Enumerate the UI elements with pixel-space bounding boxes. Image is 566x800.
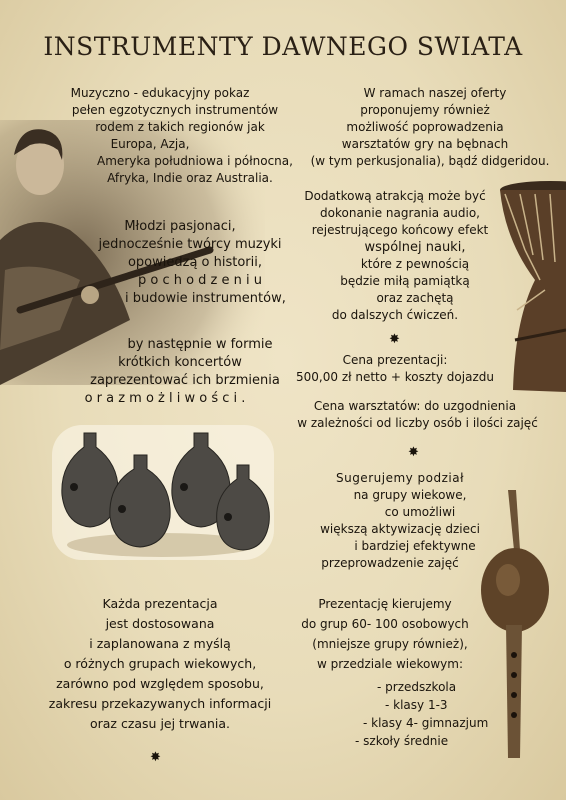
workshop-price-text xyxy=(290,398,560,432)
separator-star: ✸ xyxy=(408,445,419,460)
age-group-item: - klasy 1-3 xyxy=(385,698,448,712)
musicians-line: Młodzi pasjonaci, xyxy=(124,219,236,234)
groups-line: co umożliwi xyxy=(384,505,456,519)
adapted-line: jest dostosowana xyxy=(105,616,215,631)
concerts-line: o r a z m o ż l i w o ś c i . xyxy=(84,391,246,406)
intro-line: Afryka, Indie oraz Australia. xyxy=(107,171,273,185)
age-group-item: - przedszkola xyxy=(377,680,457,694)
recording-line: rejestrującego końcowy efekt xyxy=(311,223,489,237)
concerts-line: krótkich koncertów xyxy=(118,355,242,370)
workshop-line: (w tym perkusjonalia), bądź didgeridou. xyxy=(310,154,550,168)
audience-line: (mniejsze grupy również), xyxy=(312,637,468,651)
recording-line: wspólnej nauki, xyxy=(364,240,466,255)
age-groups-list xyxy=(355,678,495,750)
workshop-line: warsztatów gry na bębnach xyxy=(341,137,509,151)
adapted-line: zarówno pod względem sposobu, xyxy=(56,676,264,691)
intro-line: Muzyczno - edukacyjny pokaz xyxy=(70,86,250,100)
groups-line: Sugerujemy podział xyxy=(335,471,465,485)
audience-line: w przedziale wiekowym: xyxy=(316,657,464,671)
clay-jars-image xyxy=(52,425,274,560)
musicians-line: jednocześnie twórcy muzyki xyxy=(98,237,282,252)
recording-line: będzie miłą pamiątką xyxy=(340,274,470,288)
concerts-line: by następnie w formie xyxy=(127,337,273,352)
workshop-text xyxy=(300,85,550,170)
intro-line: rodem z takich regionów jak xyxy=(95,120,265,134)
intro-text xyxy=(55,85,295,187)
price-line: Cena prezentacji: xyxy=(342,353,448,367)
price-line: 500,00 zł netto + koszty dojazdu xyxy=(296,370,494,384)
workshop-price-line: Cena warsztatów: do uzgodnienia xyxy=(313,399,517,413)
groups-text xyxy=(290,470,490,572)
separator-star: ✸ xyxy=(389,332,400,347)
adapted-line: Każda prezentacja xyxy=(102,596,218,611)
workshop-price-line: w zależności od liczby osób i ilości zajęć xyxy=(297,416,538,430)
audience-line: Prezentację kierujemy xyxy=(318,597,452,611)
adapted-line: zakresu przekazywanych informacji xyxy=(48,696,272,711)
workshop-line: możliwość poprowadzenia xyxy=(346,120,504,134)
adapted-line: oraz czasu jej trwania. xyxy=(89,716,231,731)
page-title: INSTRUMENTY DAWNEGO SWIATA xyxy=(43,32,523,61)
musicians-line: i budowie instrumentów, xyxy=(125,291,286,306)
adapted-line: o różnych grupach wiekowych, xyxy=(63,656,257,671)
groups-line: na grupy wiekowe, xyxy=(353,488,467,502)
adapted-text xyxy=(40,594,280,734)
recording-line: do dalszych ćwiczeń. xyxy=(331,308,459,322)
musicians-text xyxy=(85,218,285,308)
musicians-line: p o c h o d z e n i u xyxy=(137,273,263,288)
recording-text xyxy=(290,188,500,324)
musicians-line: opowiedzą o historii, xyxy=(127,255,263,270)
intro-line: Ameryka południowa i północna, xyxy=(97,154,293,168)
recording-line: które z pewnością xyxy=(360,257,470,271)
groups-line: i bardziej efektywne xyxy=(354,539,476,553)
concerts-text xyxy=(55,336,285,408)
price-text xyxy=(285,352,505,386)
audience-text xyxy=(290,594,490,674)
concerts-line: zaprezentować ich brzmienia xyxy=(90,373,280,388)
age-group-item: - klasy 4- gimnazjum xyxy=(363,716,489,730)
separator-star: ✸ xyxy=(150,750,161,765)
age-group-item: - szkoły średnie xyxy=(355,734,449,748)
recording-line: Dodatkową atrakcją może być xyxy=(304,189,486,203)
recording-line: dokonanie nagrania audio, xyxy=(320,206,480,220)
intro-line: pełen egzotycznych instrumentów xyxy=(71,103,279,117)
groups-line: przeprowadzenie zajęć xyxy=(321,556,459,570)
workshop-line: W ramach naszej oferty xyxy=(363,86,507,100)
intro-line: Europa, Azja, xyxy=(110,137,190,151)
groups-line: większą aktywizację dzieci xyxy=(320,522,480,536)
recording-line: oraz zachętą xyxy=(376,291,454,305)
adapted-line: i zaplanowana z myślą xyxy=(89,636,231,651)
audience-line: do grup 60- 100 osobowych xyxy=(301,617,469,631)
djembe-drum-image xyxy=(495,180,566,395)
workshop-line: proponujemy również xyxy=(360,103,490,117)
